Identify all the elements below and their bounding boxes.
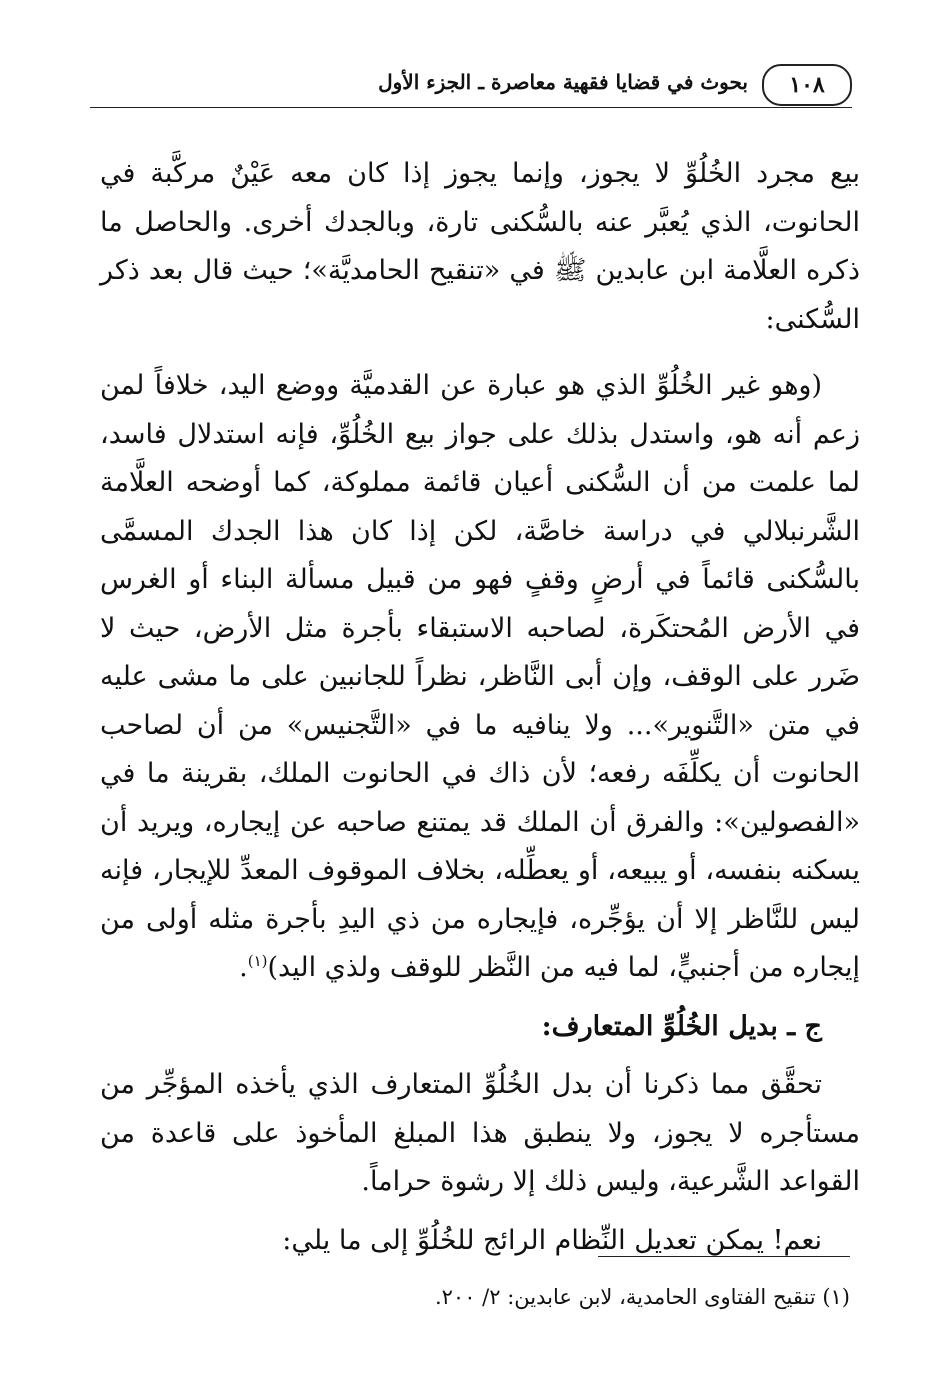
section-heading: ج ـ بديل الخُلُوِّ المتعارف: <box>541 1010 822 1042</box>
paragraph-2 <box>100 362 860 993</box>
header-rule <box>90 107 852 108</box>
footnote-1: (١) تنقيح الفتاوى الحامدية، لابن عابدين: ٢/ ٢٠٠. <box>434 1285 850 1309</box>
running-title: بحوث في قضايا فقهية معاصرة ـ الجزء الأول <box>378 70 748 94</box>
page-number: ١٠٨ <box>762 64 852 106</box>
paragraph-4: نعم! يمكن تعديل النِّظام الرائج للخُلُوِّ إلى ما يلي: <box>282 1224 822 1256</box>
paragraph-2-end: . <box>239 952 248 983</box>
paragraph-3: تحقَّق مما ذكرنا أن بدل الخُلُوِّ المتعارف الذي يأخذه المؤجِّر من مستأجره لا يجوز، ولا ينطبق هذا المبلغ المأخوذ على قاعدة من القواعد الشَّرعية، وليس ذلك إلا رشوة حراماً. <box>100 1069 860 1197</box>
paragraph-1: بيع مجرد الخُلُوِّ لا يجوز، وإنما يجوز إذا كان معه عَيْنٌ مركَّبة في الحانوت، الذي يُعبَّر عنه بالسُّكنى تارة، وبالجدك أخرى. والحاصل ما ذكره العلَّامة ابن عابدين ﷺ في «تنقيح الحامديَّة»؛ حيث قال بعد ذكر السُّكنى: <box>100 158 860 335</box>
page-header <box>90 62 852 110</box>
body-text <box>100 150 860 1265</box>
quoted-passage: (وهو غير الخُلُوِّ الذي هو عبارة عن القدميَّة ووضع اليد، خلافاً لمن زعم أنه هو، واستدل بذلك على جواز بيع الخُلُوِّ، فإنه استدلال فاسد، لما علمت من أن السُّكنى أعيان قائمة مملوكة، كما أوضحه العلَّامة الشَّرنبلالي في دراسة خاصَّة، لكن إذا كان هذا الجدك المسمَّى بالسُّكنى قائماً في أرضٍ وقفٍ فهو من قبيل مسألة البناء أو الغرس في الأرض المُحتكَرة، لصاحبه الاستبقاء بأجرة مثل الأرض، حيث لا ضَرر على الوقف، وإن أبى النَّاظر، نظراً للجانبين على ما مشى عليه في متن «التَّنوير»... ولا ينافيه ما في «التَّجنيس» من أن لصاحب الحانوت أن يكلِّفَه رفعه؛ لأن ذاك في الحانوت الملك، بقرينة ما في «الفصولين»: والفرق أن الملك قد يمتنع صاحبه عن إيجاره، ويريد أن يسكنه بنفسه، أو يبيعه، أو يعطِّله، بخلاف الموقوف المعدِّ للإيجار، فإنه ليس للنَّاظر إلا أن يؤجِّره، فإيجاره من ذي اليدِ بأجرة مثله أولى من إيجاره من أجنبيٍّ، لما فيه من النَّظر للوقف ولذي اليد) <box>100 370 860 983</box>
footnote-rule <box>598 1256 850 1257</box>
footnote-marker: (١) <box>247 952 268 970</box>
